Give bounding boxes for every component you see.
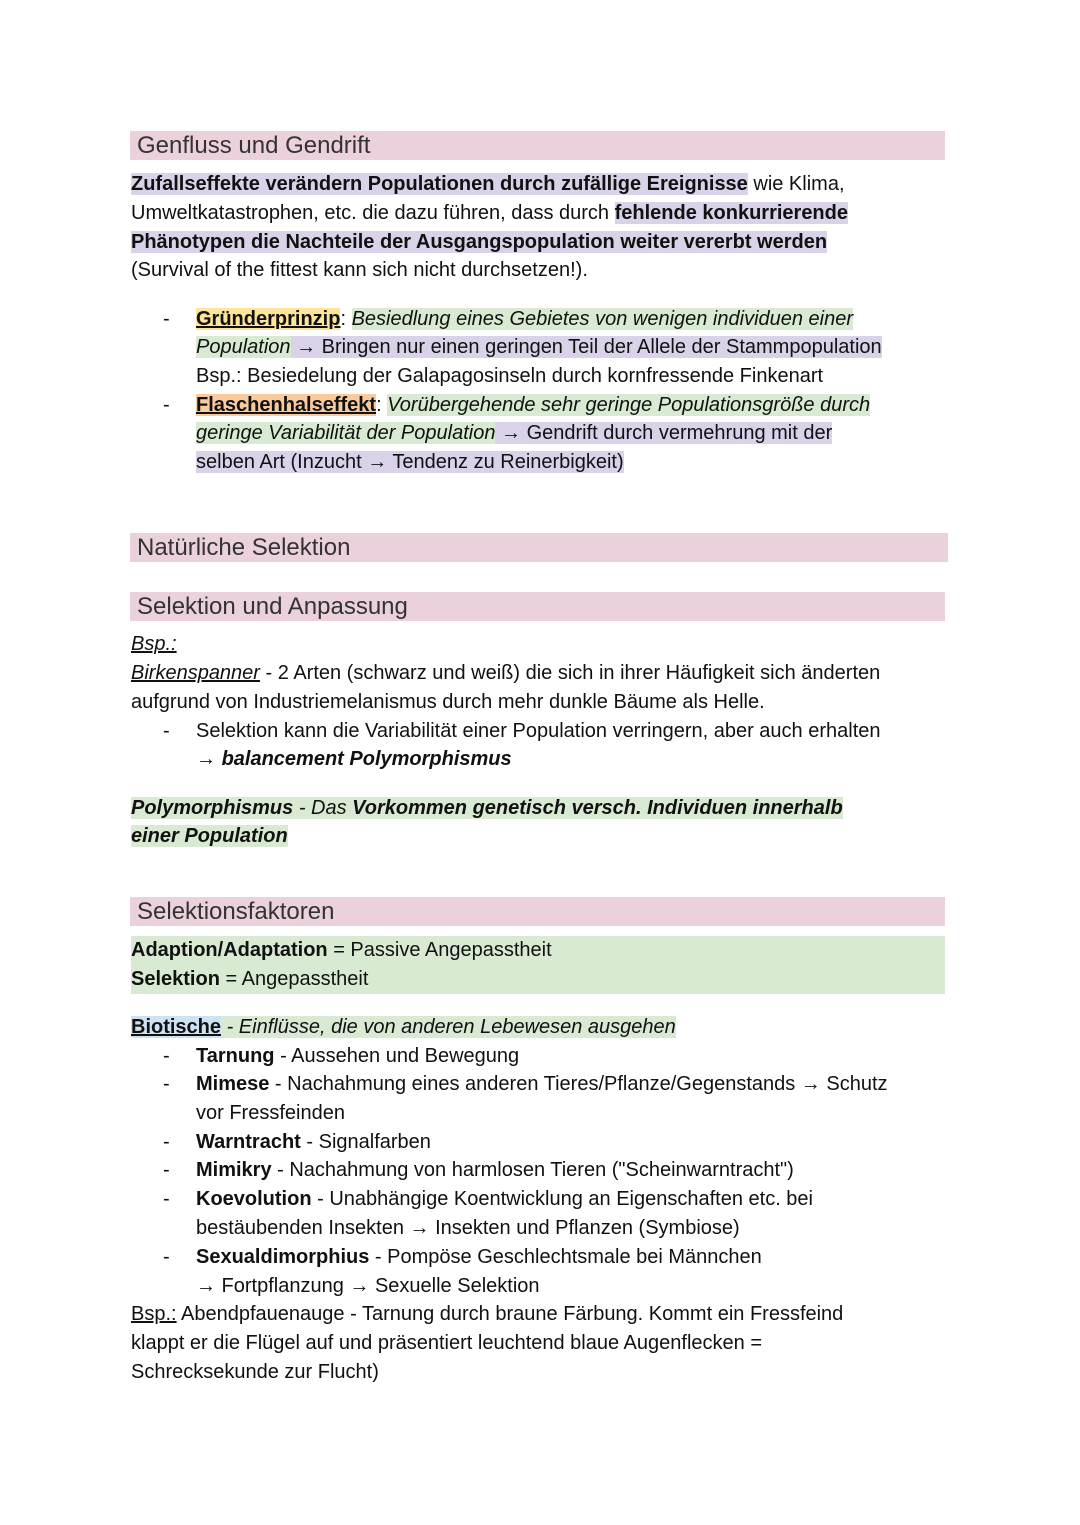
bold-term: Zufallseffekte verändern Populationen durch zufällige Ereignisse — [131, 172, 748, 195]
bold-term: Selektion — [131, 967, 220, 990]
text-span: Vorübergehende sehr geringe Populationsgröße durch — [387, 393, 871, 416]
text-span: wie Klima, — [747, 172, 845, 195]
text-line — [131, 965, 945, 994]
text-line — [131, 170, 845, 199]
text-span: - Nachahmung von harmlosen Tieren ("Scheinwarntracht") — [271, 1158, 794, 1181]
list-item — [196, 1070, 888, 1099]
text-span: - Einflüsse, die von anderen Lebewesen ausgehen — [221, 1015, 676, 1038]
text-span: Abendpfauenauge - Tarnung durch braune Färbung. Kommt ein Fressfeind — [176, 1302, 844, 1325]
section-heading: Selektion und Anpassung — [130, 592, 945, 621]
list-item — [196, 1156, 794, 1185]
text-line — [196, 448, 624, 477]
text-line — [196, 362, 823, 391]
text-line — [196, 1099, 345, 1128]
bold-term: Warntracht — [196, 1130, 301, 1153]
text-line — [131, 1329, 762, 1358]
text-span: Birkenspanner — [131, 661, 260, 684]
text-span: → — [196, 747, 222, 770]
text-span: Population — [196, 335, 291, 358]
bold-term: balancement Polymorphismus — [221, 747, 512, 770]
text-span: Umweltkatastrophen, etc. die dazu führen, dass durch — [131, 201, 615, 224]
text-span: → Gendrift durch vermehrung mit der — [495, 421, 833, 444]
text-span: Bsp.: — [131, 632, 177, 655]
bullet-dash: - — [163, 1072, 170, 1095]
bold-term: Biotische — [131, 1015, 222, 1038]
section-heading: Natürliche Selektion — [130, 533, 948, 562]
bold-term: Vorkommen genetisch versch. Individuen innerhalb — [352, 796, 843, 819]
text-line — [196, 1272, 540, 1301]
list-item — [196, 1128, 431, 1157]
text-span: - Unabhängige Koentwicklung an Eigenschaften etc. bei — [311, 1187, 813, 1210]
text-span: = Passive Angepasstheit — [327, 938, 552, 961]
text-span: - 2 Arten (schwarz und weiß) die sich in ihrer Häufigkeit sich änderten — [259, 661, 881, 684]
bullet-dash: - — [163, 393, 170, 416]
text-line — [196, 1214, 740, 1243]
text-span: bestäubenden Insekten → Insekten und Pflanzen (Symbiose) — [196, 1216, 740, 1239]
text-line — [196, 745, 512, 774]
text-span: → Bringen nur einen geringen Teil der Allele der Stammpopulation — [290, 335, 882, 358]
text-span: klappt er die Flügel auf und präsentiert leuchtend blaue Augenflecken = — [131, 1331, 762, 1354]
bold-term: Polymorphismus — [131, 796, 294, 819]
text-line — [131, 688, 765, 717]
text-line — [131, 630, 177, 659]
bold-term: Adaption/Adaptation — [131, 938, 328, 961]
text-span: : — [340, 307, 352, 330]
list-item — [196, 717, 881, 746]
bold-term: einer Population — [131, 824, 288, 847]
text-span: aufgrund von Industriemelanismus durch mehr dunkle Bäume als Helle. — [131, 690, 765, 713]
bold-term: Tarnung — [196, 1044, 275, 1067]
text-span: - Aussehen und Bewegung — [274, 1044, 520, 1067]
bold-term: fehlende konkurrierende — [614, 201, 848, 224]
text-span: Bsp.: — [131, 1302, 177, 1325]
text-line — [131, 822, 288, 851]
list-item — [196, 1042, 519, 1071]
text-span: geringe Variabilität der Population — [196, 421, 496, 444]
text-span: Bsp.: Besiedelung der Galapagosinseln durch kornfressende Finkenart — [196, 364, 824, 387]
bullet-dash: - — [163, 1130, 170, 1153]
bullet-dash: - — [163, 1187, 170, 1210]
text-span: selben Art (Inzucht → Tendenz zu Reinerbigkeit) — [196, 450, 624, 473]
bullet-dash: - — [163, 1044, 170, 1067]
text-line — [131, 256, 588, 285]
text-line — [196, 333, 882, 362]
list-item — [196, 1185, 813, 1214]
bold-term: Mimese — [196, 1072, 270, 1095]
text-span: (Survival of the fittest kann sich nicht durchsetzen!). — [131, 258, 588, 281]
text-line — [196, 419, 832, 448]
bold-term: Gründerprinzip — [196, 307, 341, 330]
text-span: - Pompöse Geschlechtsmale bei Männchen — [369, 1245, 762, 1268]
bold-term: Flaschenhalseffekt — [196, 393, 377, 416]
list-item — [196, 305, 853, 334]
bullet-dash: - — [163, 1158, 170, 1181]
text-span: Besiedlung eines Gebietes von wenigen individuen einer — [351, 307, 854, 330]
text-span: - Nachahmung eines anderen Tieres/Pflanze/Gegenstands → Schutz — [269, 1072, 888, 1095]
section-heading: Genfluss und Gendrift — [130, 131, 945, 160]
text-line — [131, 1013, 676, 1042]
text-span: Schrecksekunde zur Flucht) — [131, 1360, 379, 1383]
text-line — [131, 794, 843, 823]
bullet-dash: - — [163, 1245, 170, 1268]
bold-term: Phänotypen die Nachteile der Ausgangspopulation weiter vererbt werden — [131, 230, 828, 253]
bold-term: Mimikry — [196, 1158, 272, 1181]
text-span: → Fortpflanzung → Sexuelle Selektion — [196, 1274, 540, 1297]
section-heading: Selektionsfaktoren — [130, 897, 945, 926]
text-line — [131, 228, 827, 257]
text-span: Selektion kann die Variabilität einer Population verringern, aber auch erhalten — [196, 719, 881, 742]
list-item — [196, 1243, 762, 1272]
text-line — [131, 199, 848, 228]
text-span: - Das — [293, 796, 353, 819]
list-item — [196, 391, 870, 420]
text-span: = Angepasstheit — [219, 967, 369, 990]
text-span: vor Fressfeinden — [196, 1101, 345, 1124]
bold-term: Koevolution — [196, 1187, 312, 1210]
text-span: - Signalfarben — [300, 1130, 431, 1153]
text-line — [131, 1300, 843, 1329]
text-line — [131, 1358, 379, 1387]
text-span: : — [376, 393, 388, 416]
bullet-dash: - — [163, 307, 170, 330]
bullet-dash: - — [163, 719, 170, 742]
text-line — [131, 936, 945, 965]
bold-term: Sexualdimorphius — [196, 1245, 370, 1268]
text-line — [131, 659, 880, 688]
